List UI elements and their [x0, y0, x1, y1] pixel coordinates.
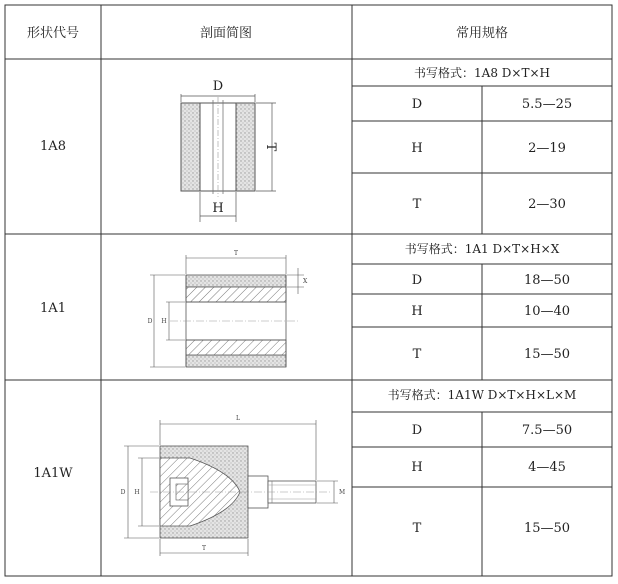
diagram-1a8-label-h: H [212, 201, 224, 216]
spec-param-h-1a1w: H [411, 460, 423, 475]
spec-range-h-1a8: 2—19 [528, 141, 566, 156]
diagram-1a8-label-t: T [263, 142, 278, 152]
diagram-1a1 [148, 250, 308, 367]
diagram-1a1w-label-t: T [201, 545, 207, 552]
diagram-1a1w-label-l: L [236, 415, 240, 422]
spec-param-t-1a1w: T [412, 521, 422, 536]
spec-param-t-1a1: T [412, 347, 422, 362]
format-1a8: 书写格式：1A8 D×T×H [414, 66, 550, 80]
spec-param-h-1a1: H [411, 304, 423, 319]
spec-range-d-1a8: 5.5—25 [521, 97, 573, 112]
diagram-1a1-label-t: T [233, 250, 239, 257]
diagram-1a1w [121, 415, 346, 556]
spec-range-h-1a1w: 4—45 [528, 460, 566, 475]
diagram-1a1w-label-h: H [134, 489, 140, 496]
diagram-1a8-label-d: D [212, 79, 224, 94]
format-1a1: 书写格式：1A1 D×T×H×X [404, 242, 560, 256]
diagram-1a1-label-h: H [161, 318, 167, 325]
spec-param-d-1a8: D [411, 97, 423, 112]
spec-param-d-1a1w: D [411, 423, 423, 438]
diagram-1a8 [181, 79, 278, 222]
spec-param-d-1a1: D [411, 273, 423, 288]
format-1a1w: 书写格式：1A1W D×T×H×L×M [387, 388, 577, 402]
shape-code-1a1: 1A1 [40, 301, 66, 316]
header-shape-code: 形状代号 [26, 26, 80, 41]
diagram-1a1w-label-d: D [120, 489, 126, 496]
spec-range-d-1a1: 18—50 [523, 273, 571, 288]
spec-range-t-1a8: 2—30 [528, 197, 566, 212]
diagram-1a1-label-x: X [303, 278, 308, 285]
spec-range-t-1a1w: 15—50 [523, 521, 571, 536]
shape-code-1a1w: 1A1W [33, 466, 73, 481]
diagram-1a1w-label-m: M [339, 489, 346, 496]
spec-range-h-1a1: 10—40 [523, 304, 571, 319]
shape-code-1a8: 1A8 [40, 139, 66, 154]
spec-range-d-1a1w: 7.5—50 [521, 423, 573, 438]
spec-param-h-1a8: H [411, 141, 423, 156]
spec-range-t-1a1: 15—50 [523, 347, 571, 362]
diagram-1a1-label-d: D [147, 318, 153, 325]
header-common-specs: 常用规格 [455, 26, 509, 41]
spec-param-t-1a8: T [412, 197, 422, 212]
header-section-diagram: 剖面简图 [199, 26, 253, 41]
